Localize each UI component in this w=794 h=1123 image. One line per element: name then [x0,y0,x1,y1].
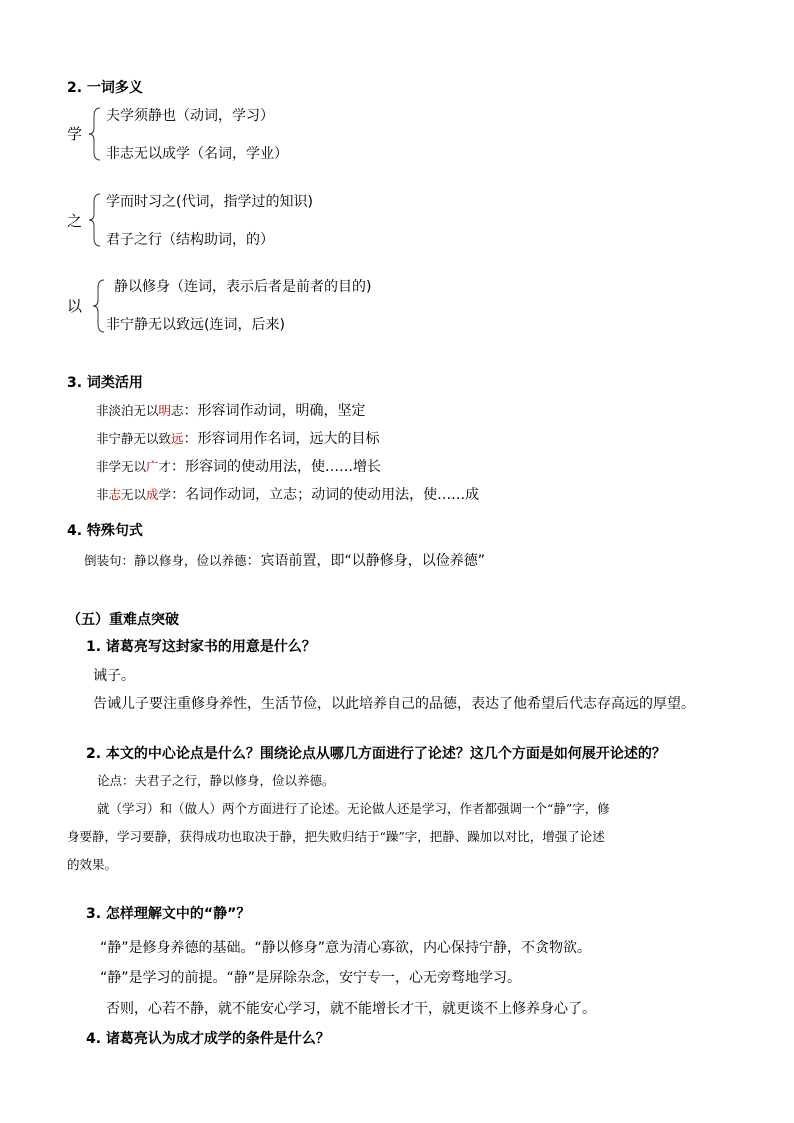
flex-heading: 3. 词类活用 [67,375,143,391]
special-line [84,550,485,570]
flex-phrase-c: 才 [158,459,172,474]
flex-item [96,484,479,504]
flex-phrase-d: 成 [146,487,159,502]
flex-phrase-b: 远 [171,431,184,446]
brace-icon [88,106,102,162]
flex-note: ：形容词的使动用法，使……增长 [171,459,382,475]
polysemy-item: 非志无以成学（名词，学业） [106,146,288,162]
q2-line: 身要静，学习要静，获得成功也取决于静，把失败归结于“躁”字，把静、躁加以对比，增强了论述 [67,829,605,844]
flex-phrase-b: 广 [146,459,159,474]
polysemy-item: 静以修身（连词，表示后者是前者的目的) [114,279,372,295]
flex-item [96,428,380,448]
flex-phrase-a: 非宁静无以致 [96,431,172,446]
polysemy-item: 学而时习之(代词，指学过的知识) [106,194,313,210]
q2-question: 2. 本文的中心论点是什么？围绕论点从哪几方面进行了论述？这几个方面是如何展开论述的？ [86,746,666,762]
flex-phrase-a: 非 [96,487,109,502]
polysemy-char-xue: 学 [67,125,83,143]
polysemy-item: 非宁静无以致远(连词，后来) [106,317,285,333]
flex-note: ：名词作动词，立志；动词的使动用法，使……成 [171,487,480,503]
q4-question: 4. 诸葛亮认为成才成学的条件是什么？ [86,1031,330,1047]
polysemy-char-zhi: 之 [67,212,83,230]
polysemy-item: 夫学须静也（动词，学习） [106,108,274,124]
q1-answer: 诫子。 [93,668,135,684]
flex-phrase-b: 明 [158,403,172,418]
flex-item [96,400,366,420]
q3-answer: “静”是修身养德的基础。“静以修身”意为清心寡欲，内心保持宁静，不贪物欲。 [100,940,592,956]
special-example: 静以修身，俭以养德 [134,553,247,568]
polysemy-heading: 2. 一词多义 [67,80,143,96]
special-note: ：宾语前置，即“以静修身，以俭养德” [246,553,486,569]
brace-icon [88,192,102,248]
flex-note: ：形容词作动词，明确，坚定 [183,403,366,419]
q1-question: 1. 诸葛亮写这封家书的用意是什么？ [86,639,316,655]
q3-answer: “静”是学习的前提。“静”是屏除杂念，安宁专一，心无旁骛地学习。 [100,970,522,986]
flex-note: ：形容词用作名词，远大的目标 [183,431,380,447]
special-heading: 4. 特殊句式 [67,523,143,539]
q3-question: 3. 怎样理解文中的“静”？ [86,906,251,922]
flex-phrase-e: 学 [158,487,172,502]
flex-phrase-c: 志 [171,403,184,418]
q2-line: 的效果。 [67,857,118,872]
brace-icon [92,278,106,334]
key-heading: （五）重难点突破 [67,612,179,628]
polysemy-item: 君子之行（结构助词，的） [106,232,274,248]
flex-phrase-a: 非淡泊无以 [96,403,159,418]
flex-item [96,456,381,476]
q2-line: 就（学习）和（做人）两个方面进行了论述。无论做人还是学习，作者都强调一个“静”字，修 [97,801,610,816]
flex-phrase-a: 非学无以 [96,459,147,474]
q3-answer: 否则，心若不静，就不能安心学习，就不能增长才干，就更谈不上修养身心了。 [106,1001,596,1017]
flex-phrase-b: 志 [108,487,122,502]
q2-thesis: 论点：夫君子之行，静以修身，俭以养德。 [97,773,335,788]
flex-phrase-c: 无以 [121,487,147,502]
special-prefix: 倒装句： [84,553,135,568]
q1-answer: 告诫儿子要注重修身养性，生活节俭，以此培养自己的品德，表达了他希望后代志存高远的厚望。 [93,696,695,712]
polysemy-char-yi: 以 [67,297,83,315]
